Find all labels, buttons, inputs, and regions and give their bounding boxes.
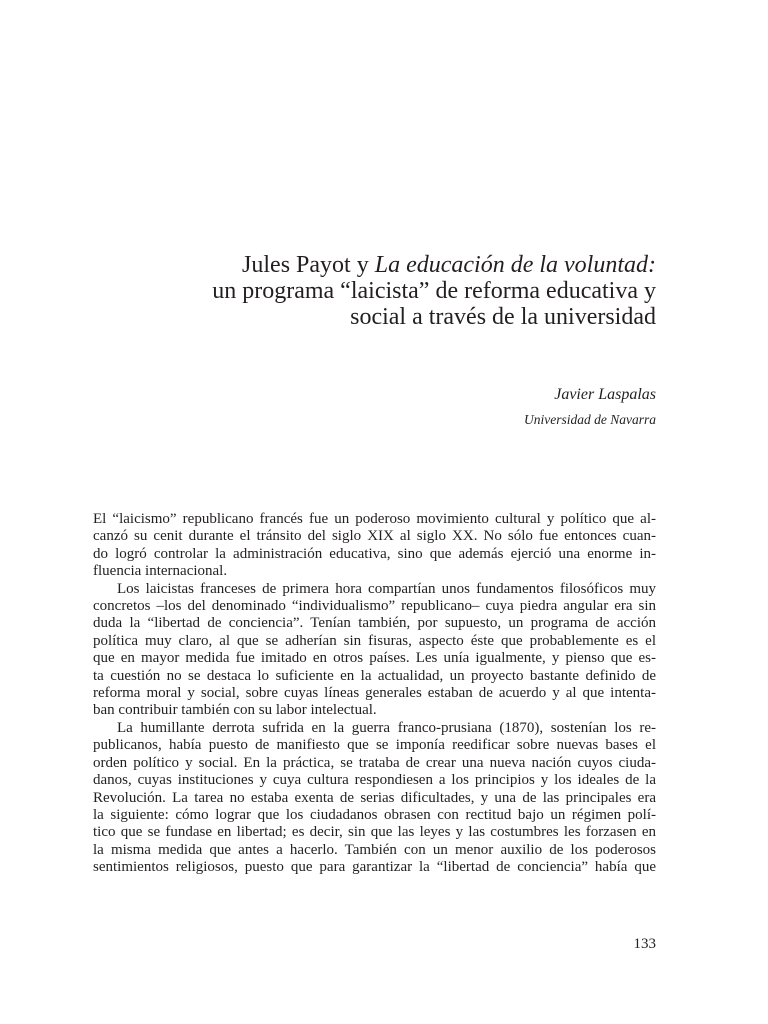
paragraph bbox=[93, 581, 656, 720]
text-line: Revolución. La tarea no estaba exenta de serias dificultades, y una de las principales era bbox=[93, 789, 656, 806]
text-line: que en mayor medida fue imitado en otros países. Les unía igualmente, y pienso que es- bbox=[93, 650, 656, 667]
text-line: ban contribuir también con su labor intelectual. bbox=[93, 702, 377, 719]
text-line: política muy claro, al que se adherían sin fisuras, aspecto éste que probablemente es el bbox=[93, 632, 656, 649]
title-line-1-plain: Jules Payot y bbox=[242, 252, 375, 278]
text-line: fluencia internacional. bbox=[93, 563, 228, 580]
text-line: publicanos, había puesto de manifiesto que se imponía reedificar sobre nuevas bases el bbox=[93, 737, 656, 754]
text-line: concretos –los del denominado “individualismo” republicano– cuya piedra angular era sin bbox=[93, 598, 656, 615]
text-line: La humillante derrota sufrida en la guerra franco-prusiana (1870), sostenían los re- bbox=[117, 719, 656, 736]
title-book-name: La educación de la voluntad: bbox=[374, 252, 656, 278]
author-name: Javier Laspalas bbox=[554, 386, 656, 403]
title-line-3: social a través de la universidad bbox=[350, 304, 656, 330]
text-line: reforma moral y social, sobre cuyas líneas generales estaban de acuerdo y al que intenta- bbox=[93, 685, 656, 702]
title-line-1 bbox=[96, 252, 656, 278]
text-line: la siguiente: cómo lograr que los ciudadanos obrasen con rectitud bajo un régimen polí- bbox=[93, 806, 656, 823]
text-line: canzó su cenit durante el tránsito del siglo XIX al siglo XX. No sólo fue entonces cuan- bbox=[93, 528, 656, 545]
paragraph bbox=[93, 720, 656, 877]
text-line: sentimientos religiosos, puesto que para garantizar la “libertad de conciencia” había que bbox=[93, 859, 656, 876]
text-line: ta cuestión no se destaca lo suficiente en la actualidad, un proyecto bastante definido de bbox=[93, 667, 656, 684]
page-number: 133 bbox=[633, 936, 656, 952]
text-line: tico que se fundase en libertad; es decir, sin que las leyes y las costumbres les forzasen en bbox=[93, 824, 656, 841]
text-line: do logró controlar la administración educativa, sino que además ejerció una enorme in- bbox=[93, 545, 656, 562]
author-affiliation: Universidad de Navarra bbox=[524, 412, 656, 427]
article-title bbox=[96, 252, 656, 330]
text-line: orden político y social. En la práctica, se trataba de crear una nueva nación cuyos ciuda- bbox=[93, 754, 656, 771]
title-line-2: un programa “laicista” de reforma educativa y bbox=[212, 278, 656, 304]
text-line: danos, cuyas instituciones y cuya cultura respondiesen a los principios y los ideales de la bbox=[93, 772, 656, 789]
paragraph bbox=[93, 511, 656, 581]
text-line: El “laicismo” republicano francés fue un poderoso movimiento cultural y político que al- bbox=[93, 511, 656, 527]
body-text bbox=[93, 511, 656, 877]
text-line: duda la “libertad de conciencia”. Tenían también, por supuesto, un programa de acción bbox=[93, 615, 656, 632]
text-line: Los laicistas franceses de primera hora compartían unos fundamentos filosóficos muy bbox=[117, 580, 656, 597]
text-line: la misma medida que antes a hacerlo. También con un menor auxilio de los poderosos bbox=[93, 841, 656, 858]
